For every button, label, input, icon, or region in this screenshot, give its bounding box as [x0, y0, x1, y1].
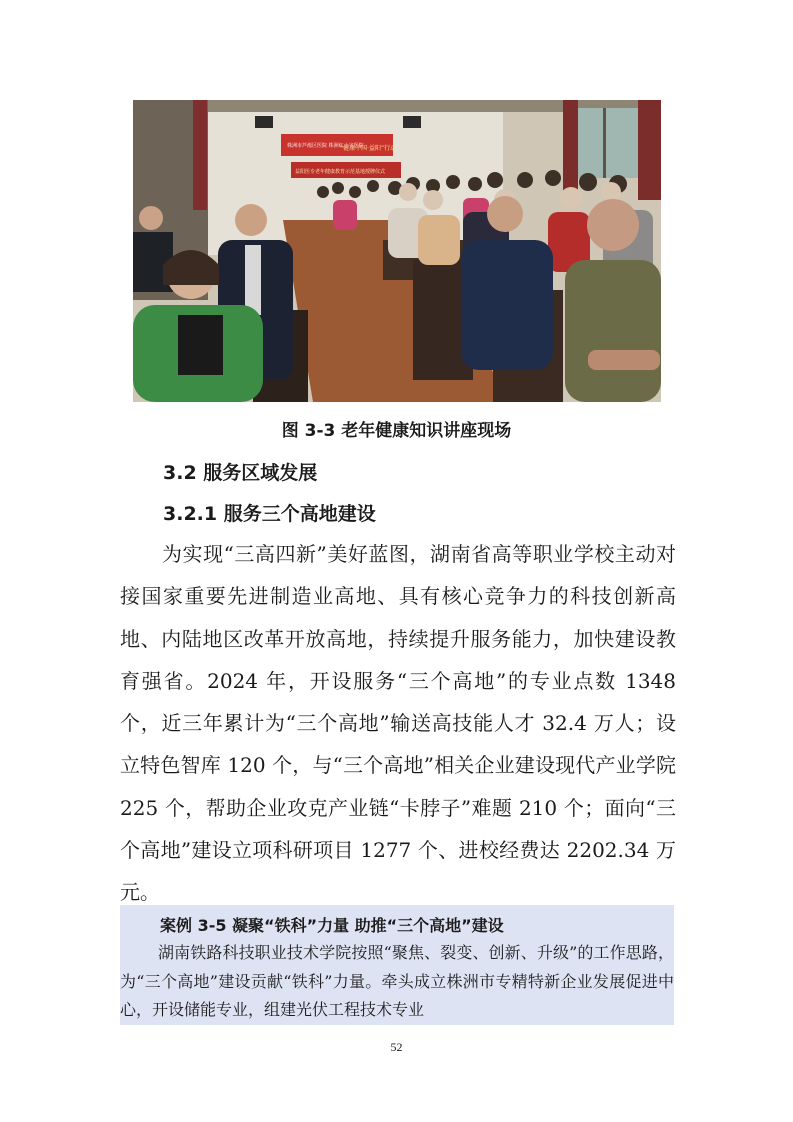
figure-caption: 图 3-3 老年健康知识讲座现场: [281, 421, 512, 441]
banner-text-slogan: “健康中国·益阳”行动: [340, 145, 397, 152]
case-study-text: 湖南铁路科技职业技术学院按照“聚焦、裂变、创新、升级”的工作思路，为“三个高地”建设贡献“铁科”力量。牵头成立株洲市专精特新企业发展促进中心，开设储能专业，组建光伏工程技术专业: [120, 943, 674, 1019]
section-heading: 3.2 服务区域发展: [163, 462, 318, 484]
case-study-box: [120, 905, 674, 1025]
lecture-scene-image: [133, 100, 661, 402]
subsection-heading: 3.2.1 服务三个高地建设: [163, 503, 376, 525]
page-number: 52: [390, 1040, 403, 1054]
lecture-photo: [133, 100, 661, 402]
case-study-title: 案例 3-5 凝聚“铁科”力量 助推“三个高地”建设: [160, 916, 504, 935]
body-paragraph: 为实现“三高四新”美好蓝图，湖南省高等职业学校主动对接国家重要先进制造业高地、具有核心竞争力的科技创新高地、内陆地区改革开放高地，持续提升服务能力，加快建设教育强省。2024 年，开设服务“三个高地”的专业点数 1348 个，近三年累计为“三个高地”输送高技能人才 32.4 万人；设立特色智库 120 个，与“三个高地”相关企业建设现代产业学院 225 个，帮助企业攻克产业链“卡脖子”难题 210 个；面向“三个高地”建设立项科研项目 1277 个、进校经费达 2202.34 万元。: [120, 542, 676, 905]
banner-text-line1: 株洲市芦淞区医院 株洲红十字医院: [287, 143, 364, 149]
banner-text-line2: 益阳医专老年健康教育示范基地授牌仪式: [295, 169, 386, 175]
